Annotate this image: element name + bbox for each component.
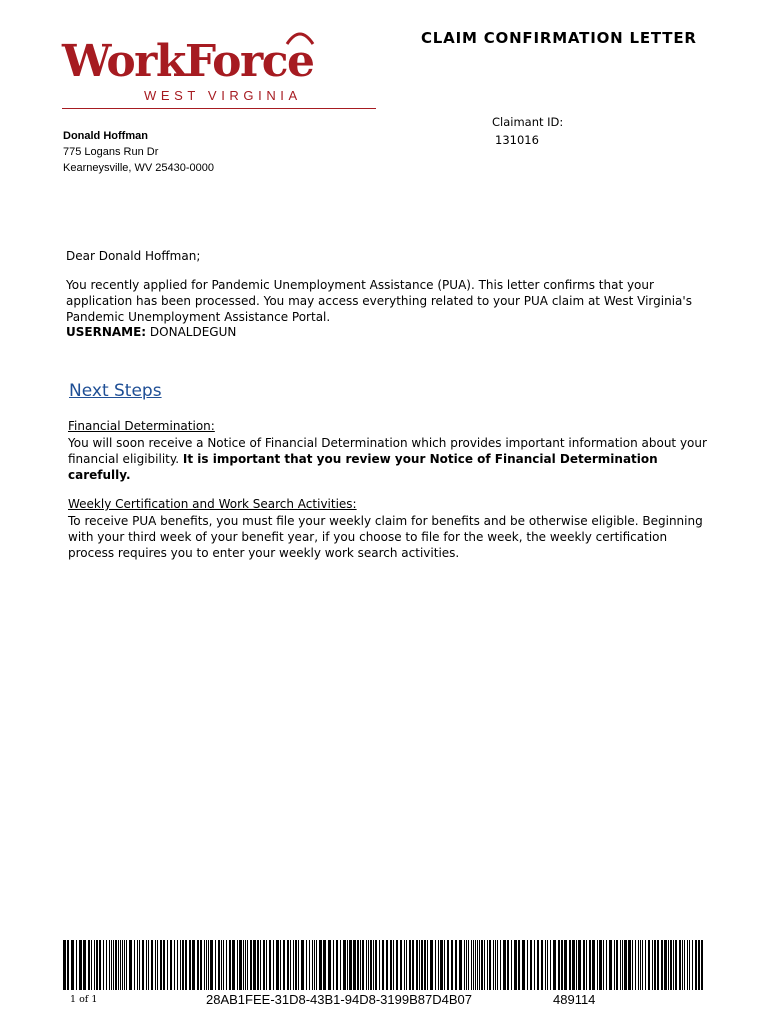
logo-state: WEST VIRGINIA [144, 88, 302, 103]
barcode [63, 940, 704, 990]
barcode-bar [177, 940, 178, 990]
barcode-bar [301, 940, 304, 990]
barcode-bar [293, 940, 294, 990]
barcode-bar [689, 940, 690, 990]
barcode-bar [200, 940, 202, 990]
barcode-bar [120, 940, 121, 990]
barcode-bar [416, 940, 418, 990]
barcode-bar [692, 940, 693, 990]
barcode-bar [88, 940, 90, 990]
barcode-bar [466, 940, 467, 990]
logo-wordmark: WorkForce [62, 36, 314, 87]
financial-emphasis: It is important that you review your Notice of Financial Determination carefully. [68, 452, 658, 482]
barcode-bar [561, 940, 563, 990]
barcode-bar [522, 940, 525, 990]
reference-number: 489114 [553, 992, 596, 1007]
barcode-bar [640, 940, 641, 990]
barcode-bar [353, 940, 356, 990]
barcode-bar [553, 940, 556, 990]
barcode-bar [695, 940, 697, 990]
barcode-bar [545, 940, 546, 990]
barcode-bar [578, 940, 581, 990]
barcode-bar [541, 940, 543, 990]
barcode-bar [421, 940, 423, 990]
barcode-bar [266, 940, 267, 990]
barcode-bar [106, 940, 107, 990]
username-value: DONALDEGUN [149, 325, 237, 339]
barcode-bar [362, 940, 364, 990]
barcode-bar [79, 940, 82, 990]
barcode-bar [323, 940, 326, 990]
barcode-bar [564, 940, 567, 990]
barcode-bar [298, 940, 299, 990]
weekly-certification-body: To receive PUA benefits, you must file your weekly claim for benefits and be otherwise eligible. Beginning with your third week of your benefit year, if you choose to file for the week, the weekly certification process requires you to enter your weekly work search activities. [68, 514, 703, 560]
barcode-bar [687, 940, 688, 990]
barcode-bar [124, 940, 125, 990]
barcode-bar [215, 940, 216, 990]
barcode-bar [530, 940, 532, 990]
barcode-bar [155, 940, 156, 990]
barcode-bar [440, 940, 443, 990]
barcode-bar [471, 940, 472, 990]
barcode-bar [597, 940, 598, 990]
barcode-bar [616, 940, 618, 990]
barcode-bar [558, 940, 560, 990]
barcode-bar [455, 940, 457, 990]
barcode-bar [489, 940, 491, 990]
barcode-bar [139, 940, 140, 990]
recipient-city: Kearneysville, WV 25430-0000 [63, 162, 215, 174]
barcode-bar [253, 940, 256, 990]
barcode-bar [167, 940, 168, 990]
barcode-bar [698, 940, 700, 990]
barcode-bar [349, 940, 352, 990]
barcode-bar [226, 940, 227, 990]
barcode-bar [648, 940, 650, 990]
barcode-bar [118, 940, 119, 990]
letter-title: CLAIM CONFIRMATION LETTER [421, 29, 697, 47]
barcode-bar [232, 940, 235, 990]
claimant-id-value: 131016 [495, 133, 539, 147]
barcode-bar [273, 940, 274, 990]
barcode-bar [668, 940, 669, 990]
barcode-bar [438, 940, 439, 990]
barcode-bar [370, 940, 372, 990]
barcode-bar [295, 940, 297, 990]
barcode-bar [527, 940, 528, 990]
barcode-bar [511, 940, 512, 990]
username-line [66, 325, 236, 339]
document-id: 28AB1FEE-31D8-43B1-94D8-3199B87D4B07 [206, 992, 472, 1007]
barcode-bar [444, 940, 445, 990]
barcode-bar [312, 940, 313, 990]
barcode-bar [586, 940, 587, 990]
barcode-bar [507, 940, 509, 990]
barcode-bar [328, 940, 331, 990]
barcode-bar [537, 940, 539, 990]
barcode-bar [632, 940, 633, 990]
barcode-bar [412, 940, 414, 990]
barcode-bar [336, 940, 338, 990]
barcode-bar [163, 940, 165, 990]
barcode-bar [599, 940, 602, 990]
barcode-bar [182, 940, 184, 990]
barcode-bar [263, 940, 265, 990]
barcode-bar [614, 940, 615, 990]
barcode-bar [657, 940, 659, 990]
barcode-bar [518, 940, 520, 990]
barcode-bar [684, 940, 685, 990]
financial-determination-heading: Financial Determination: [68, 419, 215, 433]
barcode-bar [316, 940, 317, 990]
barcode-bar [386, 940, 388, 990]
barcode-bar [229, 940, 231, 990]
barcode-bar [393, 940, 394, 990]
barcode-bar [390, 940, 392, 990]
weekly-certification-heading: Weekly Certification and Work Search Activities: [68, 497, 357, 511]
salutation: Dear Donald Hoffman; [66, 249, 201, 263]
barcode-bar [670, 940, 672, 990]
barcode-bar [237, 940, 238, 990]
barcode-bar [204, 940, 205, 990]
barcode-bar [129, 940, 132, 990]
barcode-bar [290, 940, 291, 990]
barcode-bar [276, 940, 279, 990]
username-label: USERNAME: [66, 325, 147, 339]
barcode-bar [495, 940, 496, 990]
barcode-bar [360, 940, 361, 990]
barcode-bar [96, 940, 98, 990]
barcode-bar [661, 940, 663, 990]
barcode-bar [447, 940, 449, 990]
page-number: 1 of 1 [70, 994, 98, 1005]
barcode-bar [111, 940, 112, 990]
barcode-bar [71, 940, 74, 990]
barcode-bar [473, 940, 474, 990]
barcode-bar [67, 940, 69, 990]
barcode-bar [210, 940, 213, 990]
barcode-bar [576, 940, 577, 990]
barcode-bar [638, 940, 639, 990]
barcode-bar [160, 940, 162, 990]
barcode-bar [654, 940, 656, 990]
barcode-bar [269, 940, 271, 990]
barcode-bar [409, 940, 411, 990]
financial-text: You will soon receive a Notice of Financial Determination which provides important information about your financial eligibility. [68, 436, 707, 466]
barcode-bar [500, 940, 501, 990]
barcode-bar [63, 940, 66, 990]
barcode-bar [76, 940, 77, 990]
intro-paragraph: You recently applied for Pandemic Unemployment Assistance (PUA). This letter confirms that your application has been processed. You may access everything related to your PUA claim at West Virginia's Pandemic Unemployment Assistance Portal. [66, 278, 692, 324]
recipient-address [63, 128, 214, 176]
barcode-bar [197, 940, 199, 990]
barcode-bar [503, 940, 506, 990]
barcode-bar [83, 940, 86, 990]
barcode-bar [146, 940, 147, 990]
barcode-bar [134, 940, 135, 990]
barcode-bar [419, 940, 420, 990]
barcode-bar [137, 940, 138, 990]
barcode-bar [430, 940, 433, 990]
barcode-bar [319, 940, 322, 990]
barcode-bar [206, 940, 207, 990]
barcode-bar [91, 940, 92, 990]
barcode-bar [592, 940, 595, 990]
barcode-bar [622, 940, 623, 990]
barcode-bar [609, 940, 612, 990]
barcode-bar [635, 940, 636, 990]
barcode-bar [569, 940, 571, 990]
barcode-bar [340, 940, 341, 990]
barcode-bar [652, 940, 653, 990]
barcode-bar [497, 940, 498, 990]
barcode-bar [382, 940, 384, 990]
barcode-bar [682, 940, 683, 990]
barcode-bar [170, 940, 172, 990]
barcode-bar [459, 940, 462, 990]
barcode-bar [221, 940, 222, 990]
barcode-bar [624, 940, 627, 990]
next-steps-heading: Next Steps [69, 381, 162, 401]
workforce-wv-logo [62, 38, 380, 112]
barcode-bar [151, 940, 153, 990]
barcode-bar [94, 940, 95, 990]
barcode-bar [368, 940, 369, 990]
barcode-bar [109, 940, 110, 990]
barcode-bar [239, 940, 242, 990]
barcode-bar [306, 940, 307, 990]
barcode-bar [679, 940, 681, 990]
barcode-bar [283, 940, 285, 990]
barcode-bar [481, 940, 483, 990]
barcode-bar [250, 940, 252, 990]
barcode-bar [148, 940, 149, 990]
barcode-bar [479, 940, 480, 990]
barcode-bar [603, 940, 604, 990]
barcode-bar [174, 940, 175, 990]
barcode-bar [572, 940, 575, 990]
barcode-bar [103, 940, 104, 990]
barcode-bar [280, 940, 281, 990]
barcode-bar [366, 940, 367, 990]
barcode-bar [400, 940, 402, 990]
barcode-bar [243, 940, 244, 990]
barcode-bar [406, 940, 407, 990]
barcode-bar [484, 940, 485, 990]
barcode-bar [547, 940, 548, 990]
barcode-bar [477, 940, 478, 990]
barcode-bar [142, 940, 144, 990]
barcode-bar [314, 940, 315, 990]
barcode-bar [208, 940, 209, 990]
barcode-bar [628, 940, 631, 990]
barcode-bar [375, 940, 377, 990]
barcode-bar [468, 940, 469, 990]
barcode-bar [343, 940, 346, 990]
barcode-bar [180, 940, 181, 990]
barcode-bar [675, 940, 677, 990]
logo-rule [62, 108, 376, 109]
barcode-bar [424, 940, 426, 990]
barcode-bar [122, 940, 123, 990]
barcode-bar [357, 940, 359, 990]
barcode-bar [260, 940, 261, 990]
barcode-bar [475, 940, 476, 990]
barcode-bar [192, 940, 195, 990]
barcode-bar [126, 940, 127, 990]
barcode-bar [550, 940, 551, 990]
barcode-bar [451, 940, 453, 990]
barcode-bar [673, 940, 674, 990]
barcode-bar [404, 940, 405, 990]
barcode-bar [701, 940, 703, 990]
barcode-bar [487, 940, 488, 990]
barcode-bar [435, 940, 436, 990]
barcode-bar [115, 940, 117, 990]
barcode-bar [620, 940, 621, 990]
recipient-street: 775 Logans Run Dr [63, 146, 159, 158]
barcode-bar [583, 940, 585, 990]
barcode-bar [185, 940, 187, 990]
barcode-bar [347, 940, 348, 990]
barcode-bar [247, 940, 248, 990]
barcode-bar [287, 940, 289, 990]
barcode-bar [245, 940, 246, 990]
claimant-id-label: Claimant ID: [492, 115, 564, 129]
barcode-bar [514, 940, 517, 990]
barcode-bar [309, 940, 310, 990]
barcode-bar [427, 940, 428, 990]
barcode-bar [333, 940, 334, 990]
barcode-bar [189, 940, 191, 990]
barcode-bar [396, 940, 398, 990]
barcode-bar [257, 940, 259, 990]
barcode-bar [157, 940, 158, 990]
barcode-bar [379, 940, 380, 990]
barcode-bar [642, 940, 643, 990]
financial-determination-body [68, 435, 708, 483]
barcode-bar [589, 940, 591, 990]
barcode-bar [645, 940, 646, 990]
barcode-bar [664, 940, 667, 990]
barcode-bar [99, 940, 101, 990]
barcode-bar [464, 940, 465, 990]
barcode-bar [493, 940, 494, 990]
recipient-name: Donald Hoffman [63, 130, 148, 142]
barcode-bar [606, 940, 607, 990]
barcode-bar [223, 940, 224, 990]
barcode-bar [113, 940, 114, 990]
barcode-bar [534, 940, 535, 990]
barcode-bar [373, 940, 374, 990]
barcode-bar [218, 940, 220, 990]
